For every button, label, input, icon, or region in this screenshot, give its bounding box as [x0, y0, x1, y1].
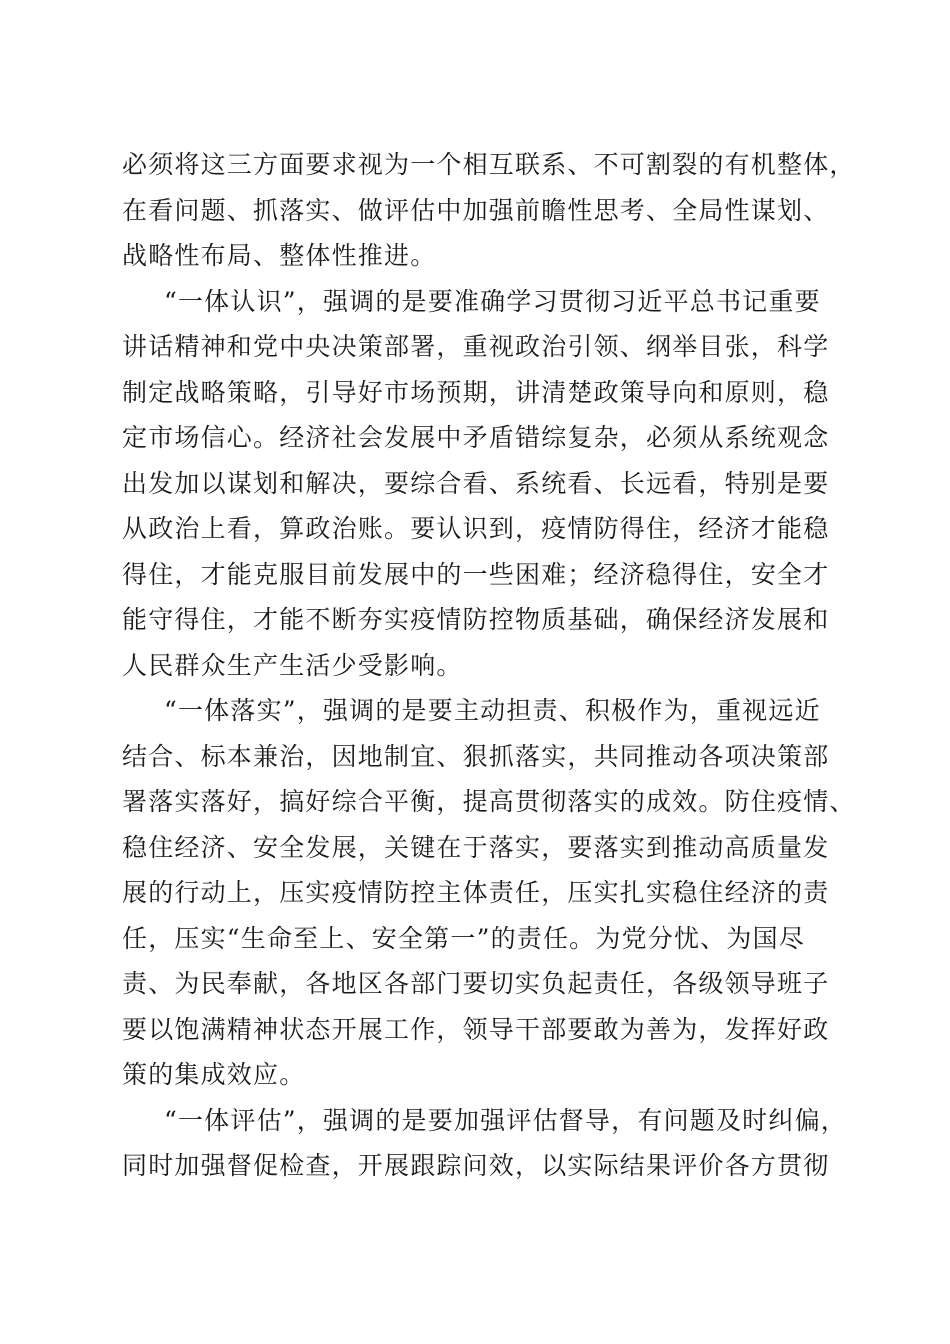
text-line: 策的集成效应。	[122, 1060, 306, 1089]
text-line: 同时加强督促检查，开展跟踪问效，以实际结果评价各方贯彻	[122, 1151, 830, 1180]
text-line: 署落实落好，搞好综合平衡，提高贯彻落实的成效。防住疫情、	[122, 787, 856, 816]
paragraph-first-line: “一体落实”，强调的是要主动担责、积极作为，重视远近	[164, 696, 821, 725]
text-line: 能守得住，才能不断夯实疫情防控物质基础，确保经济发展和	[122, 605, 830, 634]
paragraph-first-line: “一体认识”，强调的是要准确学习贯彻习近平总书记重要	[164, 286, 821, 316]
document-body	[122, 142, 856, 1189]
text-line: 稳住经济、安全发展，关键在于落实，要落实到推动高质量发	[122, 832, 830, 862]
text-line: 展的行动上，压实疫情防控主体责任，压实扎实稳住经济的责	[122, 878, 830, 907]
text-line: 要以饱满精神状态开展工作，领导干部要敢为善为，发挥好政	[122, 1014, 830, 1044]
text-line: 战略性布局、整体性推进。	[122, 241, 437, 270]
paragraph-first-line: “一体评估”，强调的是要加强评估督导，有问题及时纠偏，	[164, 1105, 847, 1135]
text-line: 必须将这三方面要求视为一个相互联系、不可割裂的有机整体，	[122, 150, 856, 179]
text-line: 从政治上看，算政治账。要认识到，疫情防得住，经济才能稳	[122, 514, 830, 543]
text-line: 出发加以谋划和解决，要综合看、系统看、长远看，特别是要	[122, 468, 830, 498]
text-line: 制定战略策略，引导好市场预期，讲清楚政策导向和原则，稳	[122, 377, 830, 407]
text-line: 人民群众生产生活少受影响。	[122, 650, 463, 680]
text-line: 在看问题、抓落实、做评估中加强前瞻性思考、全局性谋划、	[122, 195, 830, 225]
text-line: 得住，才能克服目前发展中的一些困难；经济稳得住，安全才	[122, 559, 830, 589]
text-line: 责、为民奉献，各地区各部门要切实负起责任，各级领导班子	[122, 969, 830, 998]
text-line: 讲话精神和党中央决策部署，重视政治引领、纲举目张，科学	[122, 332, 830, 361]
text-line: 结合、标本兼治，因地制宜、狠抓落实，共同推动各项决策部	[122, 741, 830, 771]
text-line: 任，压实“生命至上、安全第一”的责任。为党分忧、为国尽	[122, 923, 805, 953]
text-line: 定市场信心。经济社会发展中矛盾错综复杂，必须从系统观念	[122, 423, 830, 452]
